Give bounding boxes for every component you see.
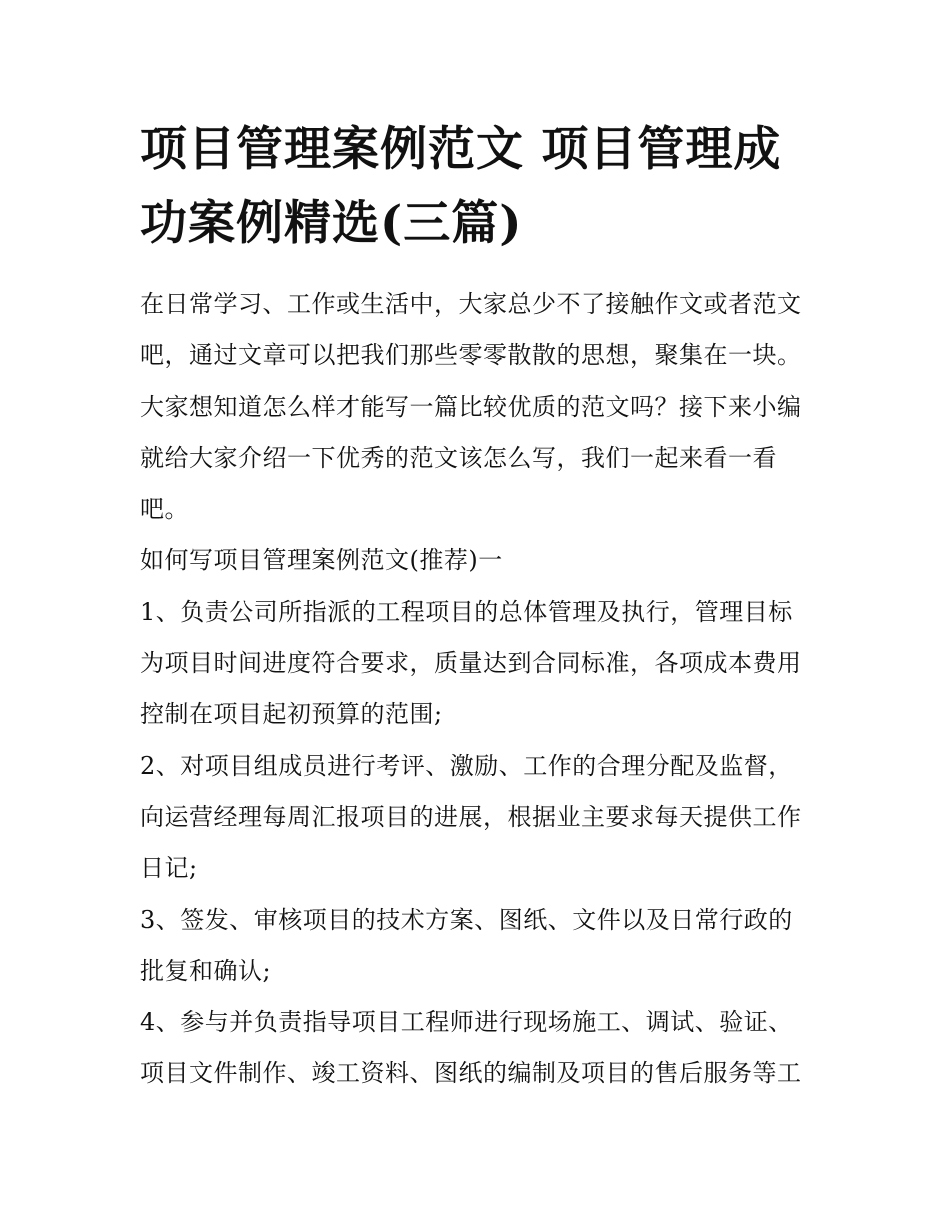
list-item-1: 1、负责公司所指派的工程项目的总体管理及执行，管理目标为项目时间进度符合要求，质量达到合同标准，各项成本费用控制在项目起初预算的范围; [140,597,802,729]
list-item-2: 2、对项目组成员进行考评、激励、工作的合理分配及监督，向运营经理每周汇报项目的进展，根据业主要求每天提供工作日记; [140,751,802,883]
document-title: 项目管理案例范文 项目管理成功案例精选(三篇) [140,122,782,251]
section-heading: 如何写项目管理案例范文(推荐)一 [140,546,503,575]
list-item-3: 3、签发、审核项目的技术方案、图纸、文件以及日常行政的批复和确认; [140,905,793,985]
list-item-4: 4、参与并负责指导项目工程师进行现场施工、调试、验证、项目文件制作、竣工资料、图纸的编制及项目的售后服务等工 [140,1008,802,1088]
document-body [140,279,816,1100]
intro-paragraph: 在日常学习、工作或生活中，大家总少不了接触作文或者范文吧，通过文章可以把我们那些零零散散的思想，聚集在一块。大家想知道怎么样才能写一篇比较优质的范文吗？接下来小编就给大家介绍一下优秀的范文该怎么写，我们一起来看一看吧。 [140,290,802,524]
